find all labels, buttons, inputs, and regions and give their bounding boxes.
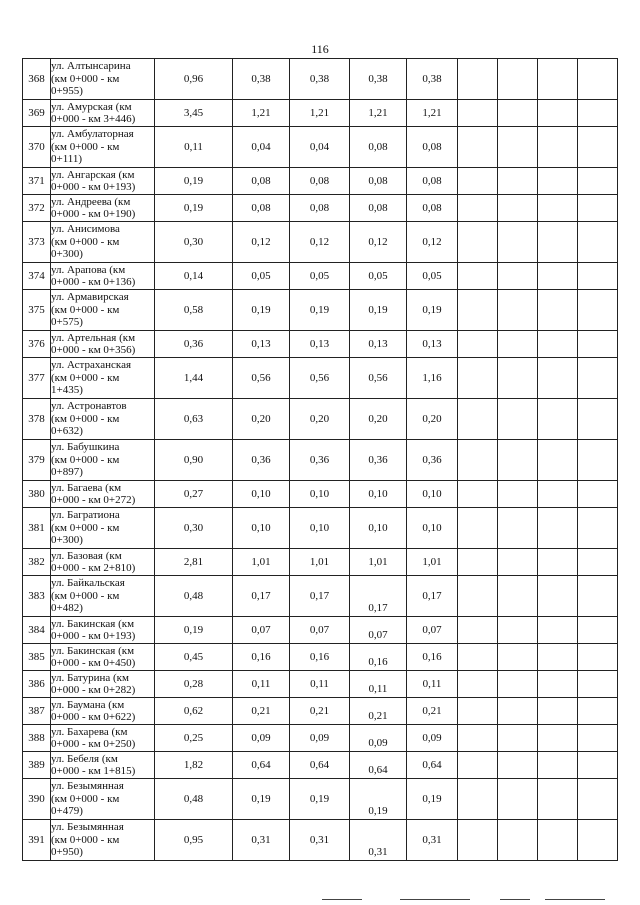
empty-cell [578, 168, 618, 195]
table-row [23, 725, 618, 752]
value-2: 0,09 [233, 725, 290, 752]
empty-cell [498, 263, 538, 290]
empty-cell [498, 100, 538, 127]
value-1: 0,27 [155, 481, 233, 508]
row-number: 384 [23, 617, 51, 644]
empty-cell [458, 290, 498, 331]
row-number: 376 [23, 331, 51, 358]
value-2: 0,19 [233, 779, 290, 820]
table-row [23, 195, 618, 222]
empty-cell [458, 195, 498, 222]
value-5: 0,64 [407, 752, 458, 779]
value-1: 0,95 [155, 820, 233, 861]
value-4: 0,17 [350, 576, 407, 617]
empty-cell [578, 752, 618, 779]
empty-cell [578, 59, 618, 100]
value-2: 0,21 [233, 698, 290, 725]
value-5: 0,31 [407, 820, 458, 861]
row-number: 387 [23, 698, 51, 725]
empty-cell [538, 617, 578, 644]
empty-cell [538, 576, 578, 617]
empty-cell [498, 508, 538, 549]
value-2: 0,05 [233, 263, 290, 290]
empty-cell [458, 100, 498, 127]
empty-cell [538, 222, 578, 263]
table-row [23, 127, 618, 168]
empty-cell [498, 617, 538, 644]
value-5: 0,08 [407, 127, 458, 168]
empty-cell [498, 698, 538, 725]
empty-cell [578, 440, 618, 481]
value-1: 1,82 [155, 752, 233, 779]
value-5: 0,12 [407, 222, 458, 263]
value-2: 0,16 [233, 644, 290, 671]
value-5: 0,07 [407, 617, 458, 644]
empty-cell [458, 331, 498, 358]
value-3: 0,16 [290, 644, 350, 671]
value-3: 0,07 [290, 617, 350, 644]
empty-cell [578, 508, 618, 549]
empty-cell [538, 549, 578, 576]
row-number: 383 [23, 576, 51, 617]
value-2: 0,10 [233, 481, 290, 508]
table-row [23, 576, 618, 617]
empty-cell [538, 508, 578, 549]
road-name: ул. Базовая (км 0+000 - км 2+810) [51, 549, 155, 576]
value-2: 0,04 [233, 127, 290, 168]
road-name: ул. Астронавтов (км 0+000 - км 0+632) [51, 399, 155, 440]
value-1: 0,62 [155, 698, 233, 725]
road-name: ул. Амбулаторная (км 0+000 - км 0+111) [51, 127, 155, 168]
row-number: 369 [23, 100, 51, 127]
value-4: 0,08 [350, 195, 407, 222]
value-5: 1,21 [407, 100, 458, 127]
value-1: 0,30 [155, 508, 233, 549]
table-row [23, 399, 618, 440]
road-name: ул. Багратиона (км 0+000 - км 0+300) [51, 508, 155, 549]
empty-cell [538, 399, 578, 440]
table-row [23, 440, 618, 481]
value-5: 0,11 [407, 671, 458, 698]
page-bottom-edge [0, 895, 640, 903]
value-3: 0,12 [290, 222, 350, 263]
empty-cell [538, 127, 578, 168]
row-number: 388 [23, 725, 51, 752]
road-name: ул. Байкальская (км 0+000 - км 0+482) [51, 576, 155, 617]
value-4: 0,21 [350, 698, 407, 725]
empty-cell [498, 820, 538, 861]
value-3: 0,10 [290, 481, 350, 508]
empty-cell [458, 644, 498, 671]
empty-cell [578, 698, 618, 725]
row-number: 381 [23, 508, 51, 549]
empty-cell [458, 576, 498, 617]
road-name: ул. Багаева (км 0+000 - км 0+272) [51, 481, 155, 508]
empty-cell [578, 263, 618, 290]
value-3: 0,36 [290, 440, 350, 481]
row-number: 390 [23, 779, 51, 820]
row-number: 378 [23, 399, 51, 440]
row-number: 373 [23, 222, 51, 263]
value-3: 0,56 [290, 358, 350, 399]
value-3: 0,09 [290, 725, 350, 752]
empty-cell [498, 725, 538, 752]
value-3: 0,21 [290, 698, 350, 725]
value-3: 0,20 [290, 399, 350, 440]
value-2: 0,38 [233, 59, 290, 100]
table-row [23, 222, 618, 263]
value-2: 0,08 [233, 168, 290, 195]
value-1: 0,25 [155, 725, 233, 752]
empty-cell [458, 549, 498, 576]
value-2: 1,21 [233, 100, 290, 127]
value-1: 0,58 [155, 290, 233, 331]
empty-cell [498, 752, 538, 779]
value-3: 0,05 [290, 263, 350, 290]
empty-cell [458, 127, 498, 168]
value-1: 0,48 [155, 779, 233, 820]
value-2: 0,17 [233, 576, 290, 617]
value-2: 1,01 [233, 549, 290, 576]
empty-cell [498, 644, 538, 671]
empty-cell [578, 725, 618, 752]
table-row [23, 779, 618, 820]
empty-cell [578, 779, 618, 820]
value-4: 0,64 [350, 752, 407, 779]
table-row [23, 644, 618, 671]
empty-cell [538, 358, 578, 399]
value-1: 1,44 [155, 358, 233, 399]
empty-cell [498, 59, 538, 100]
empty-cell [458, 508, 498, 549]
value-1: 0,19 [155, 617, 233, 644]
empty-cell [578, 820, 618, 861]
empty-cell [498, 481, 538, 508]
table-row [23, 820, 618, 861]
value-3: 1,01 [290, 549, 350, 576]
empty-cell [498, 222, 538, 263]
value-3: 0,19 [290, 290, 350, 331]
road-name: ул. Анисимова (км 0+000 - км 0+300) [51, 222, 155, 263]
empty-cell [578, 331, 618, 358]
value-2: 0,08 [233, 195, 290, 222]
value-5: 0,08 [407, 195, 458, 222]
empty-cell [458, 617, 498, 644]
value-1: 0,96 [155, 59, 233, 100]
road-name: ул. Безымянная (км 0+000 - км 0+479) [51, 779, 155, 820]
value-1: 0,48 [155, 576, 233, 617]
empty-cell [538, 195, 578, 222]
empty-cell [498, 549, 538, 576]
empty-cell [458, 263, 498, 290]
value-4: 0,19 [350, 290, 407, 331]
empty-cell [538, 331, 578, 358]
empty-cell [578, 549, 618, 576]
table-row [23, 698, 618, 725]
value-1: 0,90 [155, 440, 233, 481]
table-body [23, 59, 618, 861]
empty-cell [538, 263, 578, 290]
road-name: ул. Артельная (км 0+000 - км 0+356) [51, 331, 155, 358]
empty-cell [538, 820, 578, 861]
empty-cell [498, 576, 538, 617]
empty-cell [458, 358, 498, 399]
value-1: 0,19 [155, 195, 233, 222]
empty-cell [538, 59, 578, 100]
table-row [23, 263, 618, 290]
roads-table [22, 58, 618, 861]
empty-cell [538, 698, 578, 725]
value-3: 0,13 [290, 331, 350, 358]
value-2: 0,36 [233, 440, 290, 481]
value-5: 0,13 [407, 331, 458, 358]
value-3: 0,31 [290, 820, 350, 861]
road-name: ул. Бакинская (км 0+000 - км 0+450) [51, 644, 155, 671]
empty-cell [578, 617, 618, 644]
empty-cell [578, 290, 618, 331]
value-3: 1,21 [290, 100, 350, 127]
value-5: 1,01 [407, 549, 458, 576]
value-5: 0,19 [407, 779, 458, 820]
empty-cell [538, 290, 578, 331]
empty-cell [578, 222, 618, 263]
empty-cell [538, 644, 578, 671]
value-4: 0,05 [350, 263, 407, 290]
value-2: 0,11 [233, 671, 290, 698]
value-5: 0,21 [407, 698, 458, 725]
empty-cell [458, 222, 498, 263]
row-number: 374 [23, 263, 51, 290]
row-number: 380 [23, 481, 51, 508]
empty-cell [578, 671, 618, 698]
row-number: 385 [23, 644, 51, 671]
road-name: ул. Алтынсарина (км 0+000 - км 0+955) [51, 59, 155, 100]
empty-cell [578, 481, 618, 508]
table-row [23, 752, 618, 779]
value-3: 0,04 [290, 127, 350, 168]
road-name: ул. Бахарева (км 0+000 - км 0+250) [51, 725, 155, 752]
empty-cell [538, 779, 578, 820]
row-number: 386 [23, 671, 51, 698]
value-4: 0,11 [350, 671, 407, 698]
road-name: ул. Безымянная (км 0+000 - км 0+950) [51, 820, 155, 861]
value-1: 0,19 [155, 168, 233, 195]
value-4: 0,16 [350, 644, 407, 671]
row-number: 370 [23, 127, 51, 168]
table-row [23, 617, 618, 644]
road-name: ул. Бакинская (км 0+000 - км 0+193) [51, 617, 155, 644]
value-5: 1,16 [407, 358, 458, 399]
empty-cell [498, 779, 538, 820]
value-4: 0,13 [350, 331, 407, 358]
empty-cell [538, 440, 578, 481]
value-1: 0,45 [155, 644, 233, 671]
empty-cell [498, 168, 538, 195]
road-name: ул. Ангарская (км 0+000 - км 0+193) [51, 168, 155, 195]
road-name: ул. Баумана (км 0+000 - км 0+622) [51, 698, 155, 725]
empty-cell [538, 725, 578, 752]
empty-cell [458, 59, 498, 100]
empty-cell [498, 671, 538, 698]
empty-cell [578, 127, 618, 168]
row-number: 368 [23, 59, 51, 100]
value-3: 0,17 [290, 576, 350, 617]
empty-cell [458, 481, 498, 508]
road-name: ул. Бебеля (км 0+000 - км 1+815) [51, 752, 155, 779]
empty-cell [538, 671, 578, 698]
empty-cell [498, 358, 538, 399]
road-name: ул. Армавирская (км 0+000 - км 0+575) [51, 290, 155, 331]
empty-cell [578, 358, 618, 399]
value-4: 1,01 [350, 549, 407, 576]
value-4: 0,08 [350, 127, 407, 168]
empty-cell [458, 440, 498, 481]
value-1: 0,36 [155, 331, 233, 358]
value-4: 0,08 [350, 168, 407, 195]
value-2: 0,10 [233, 508, 290, 549]
value-4: 1,21 [350, 100, 407, 127]
value-2: 0,20 [233, 399, 290, 440]
value-2: 0,19 [233, 290, 290, 331]
value-3: 0,08 [290, 168, 350, 195]
row-number: 372 [23, 195, 51, 222]
road-name: ул. Арапова (км 0+000 - км 0+136) [51, 263, 155, 290]
value-5: 0,09 [407, 725, 458, 752]
road-name: ул. Амурская (км 0+000 - км 3+446) [51, 100, 155, 127]
row-number: 377 [23, 358, 51, 399]
value-1: 0,11 [155, 127, 233, 168]
empty-cell [498, 331, 538, 358]
empty-cell [458, 779, 498, 820]
value-2: 0,56 [233, 358, 290, 399]
empty-cell [578, 644, 618, 671]
row-number: 375 [23, 290, 51, 331]
value-1: 2,81 [155, 549, 233, 576]
row-number: 389 [23, 752, 51, 779]
value-3: 0,64 [290, 752, 350, 779]
table-row [23, 100, 618, 127]
empty-cell [538, 752, 578, 779]
table-row [23, 59, 618, 100]
value-2: 0,12 [233, 222, 290, 263]
value-4: 0,20 [350, 399, 407, 440]
table-row [23, 549, 618, 576]
value-2: 0,64 [233, 752, 290, 779]
empty-cell [498, 399, 538, 440]
empty-cell [458, 168, 498, 195]
value-3: 0,08 [290, 195, 350, 222]
value-4: 0,56 [350, 358, 407, 399]
value-1: 0,14 [155, 263, 233, 290]
empty-cell [578, 100, 618, 127]
road-name: ул. Андреева (км 0+000 - км 0+190) [51, 195, 155, 222]
empty-cell [578, 195, 618, 222]
value-2: 0,31 [233, 820, 290, 861]
value-4: 0,36 [350, 440, 407, 481]
table-row [23, 331, 618, 358]
table-row [23, 481, 618, 508]
value-3: 0,38 [290, 59, 350, 100]
empty-cell [538, 100, 578, 127]
empty-cell [458, 725, 498, 752]
value-4: 0,07 [350, 617, 407, 644]
row-number: 382 [23, 549, 51, 576]
value-5: 0,16 [407, 644, 458, 671]
value-5: 0,38 [407, 59, 458, 100]
value-1: 3,45 [155, 100, 233, 127]
row-number: 391 [23, 820, 51, 861]
value-1: 0,28 [155, 671, 233, 698]
value-4: 0,09 [350, 725, 407, 752]
table-row [23, 671, 618, 698]
value-5: 0,08 [407, 168, 458, 195]
road-name: ул. Батурина (км 0+000 - км 0+282) [51, 671, 155, 698]
empty-cell [458, 820, 498, 861]
empty-cell [498, 440, 538, 481]
empty-cell [578, 399, 618, 440]
road-name: ул. Астраханская (км 0+000 - км 1+435) [51, 358, 155, 399]
empty-cell [458, 698, 498, 725]
table-row [23, 358, 618, 399]
row-number: 379 [23, 440, 51, 481]
empty-cell [498, 195, 538, 222]
empty-cell [458, 671, 498, 698]
value-2: 0,07 [233, 617, 290, 644]
value-5: 0,05 [407, 263, 458, 290]
value-5: 0,17 [407, 576, 458, 617]
value-4: 0,12 [350, 222, 407, 263]
empty-cell [458, 752, 498, 779]
value-3: 0,11 [290, 671, 350, 698]
value-3: 0,19 [290, 779, 350, 820]
value-1: 0,30 [155, 222, 233, 263]
table-row [23, 290, 618, 331]
value-4: 0,31 [350, 820, 407, 861]
value-2: 0,13 [233, 331, 290, 358]
value-3: 0,10 [290, 508, 350, 549]
empty-cell [538, 481, 578, 508]
value-4: 0,10 [350, 508, 407, 549]
page-number: 116 [311, 42, 329, 56]
empty-cell [498, 290, 538, 331]
value-5: 0,10 [407, 508, 458, 549]
value-5: 0,36 [407, 440, 458, 481]
value-4: 0,38 [350, 59, 407, 100]
empty-cell [498, 127, 538, 168]
value-4: 0,19 [350, 779, 407, 820]
table-row [23, 508, 618, 549]
value-1: 0,63 [155, 399, 233, 440]
row-number: 371 [23, 168, 51, 195]
value-5: 0,20 [407, 399, 458, 440]
road-name: ул. Бабушкина (км 0+000 - км 0+897) [51, 440, 155, 481]
table-row [23, 168, 618, 195]
value-5: 0,10 [407, 481, 458, 508]
empty-cell [458, 399, 498, 440]
empty-cell [538, 168, 578, 195]
value-5: 0,19 [407, 290, 458, 331]
value-4: 0,10 [350, 481, 407, 508]
empty-cell [578, 576, 618, 617]
